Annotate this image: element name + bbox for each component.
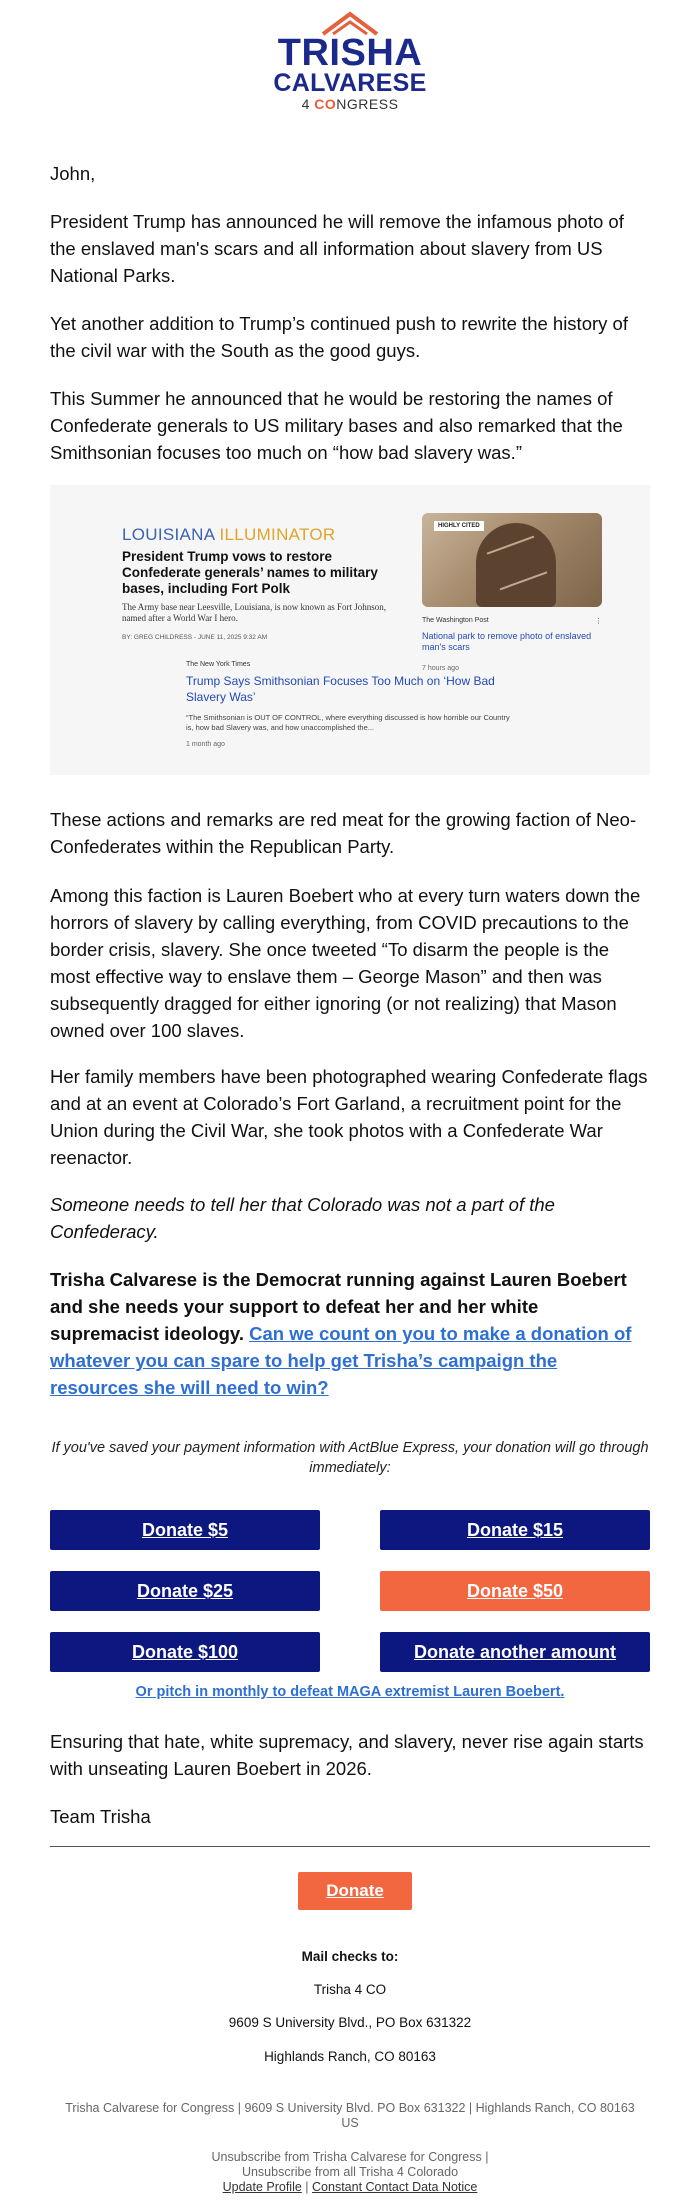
campaign-logo (0, 8, 700, 112)
footer-address: Trisha Calvarese for Congress | 9609 S University Blvd. PO Box 631322 | Highlands Ranch, CO 80163 US (65, 2101, 635, 2130)
donate-other-amount-button[interactable]: Donate another amount (380, 1632, 650, 1672)
more-options-icon: ⋮ (595, 618, 602, 625)
logo-name-last: CALVARESE (273, 69, 427, 97)
actblue-note: If you've saved your payment information with ActBlue Express, your donation will go through immediately: (51, 1440, 649, 1476)
highly-cited-badge: HIGHLY CITED (434, 521, 484, 531)
paragraph-6: Her family members have been photographed wearing Confederate flags and at an event at Colorado’s Fort Garland, a recruitment point for the Union during the Civil War, she took photos with a Confederate War reenactor. (50, 1066, 648, 1168)
article-headline: Trump Says Smithsonian Focuses Too Much on ‘How Bad Slavery Was’ (186, 674, 495, 704)
mail-heading: Mail checks to: (301, 1949, 399, 1964)
paragraph-2: Yet another addition to Trump’s continued push to rewrite the history of the civil war with the South as the good guys. (50, 313, 628, 361)
logo-sub-accent: CO (314, 96, 337, 112)
monthly-donation-link[interactable]: Or pitch in monthly to defeat MAGA extremist Lauren Boebert. (135, 1684, 565, 1700)
article-snippet: “The Smithsonian is OUT OF CONTROL, where everything discussed is how horrible our Country is, how bad Slavery was, and how unaccomplished the... (186, 713, 510, 732)
logo-name-first: TRISHA (277, 32, 423, 74)
news-collage-image (50, 485, 650, 775)
article-headline: National park to remove photo of enslaved man's scars (422, 631, 592, 652)
logo-sub-suffix: NGRESS (336, 96, 399, 112)
data-notice-link[interactable]: Constant Contact Data Notice (312, 2180, 478, 2194)
greeting: John, (50, 163, 96, 184)
article-louisiana-illuminator (122, 525, 392, 641)
article-meta: BY: GREG CHILDRESS - JUNE 11, 2025 9:32 AM (122, 634, 268, 641)
divider (50, 1846, 650, 1847)
mail-line-1: Trisha 4 CO (313, 1982, 387, 1997)
paragraph-5: Among this faction is Lauren Boebert who at every turn waters down the horrors of slavery by calling everything, from COVID precautions to the border crisis, slavery. She once tweeted “To disarm the people is the most effective way to enslave them – George Mason” and then was subsequently dragged for either ignoring (or not realizing) that Mason owned over 100 slaves. (50, 885, 641, 1041)
footer-separator: | (301, 2180, 313, 2194)
donate-button[interactable]: Donate (298, 1872, 412, 1910)
article-new-york-times (186, 661, 516, 748)
paragraph-8 (50, 1266, 650, 1401)
logo-sub-prefix: 4 (301, 96, 315, 112)
footer-unsubscribe (60, 2150, 640, 2195)
donation-ask-link[interactable]: Can we count on you to make a donation of whatever you can spare to help get Trisha’s campaign the resources she will need to win? (50, 1323, 632, 1398)
donate-5-button[interactable]: Donate $5 (50, 1510, 320, 1550)
paragraph-1: President Trump has announced he will remove the infamous photo of the enslaved man's scars and all information about slavery from US National Parks. (50, 211, 624, 286)
article-washington-post (422, 513, 602, 672)
paragraph-3: This Summer he announced that he would be restoring the names of Confederate generals to US military bases and also remarked that the Smithsonian focuses too much on “how bad slavery was.” (50, 388, 623, 463)
article-source (422, 617, 602, 625)
donate-100-button[interactable]: Donate $100 (50, 1632, 320, 1672)
article-time: 7 hours ago (422, 665, 459, 672)
paragraph-4: These actions and remarks are red meat for the growing faction of Neo-Confederates within the Republican Party. (50, 809, 637, 857)
paragraph-7: Someone needs to tell her that Colorado was not a part of the Confederacy. (50, 1194, 555, 1242)
article-photo (422, 513, 602, 607)
unsubscribe-all-link[interactable]: Unsubscribe from all Trisha 4 Colorado (241, 2165, 459, 2179)
donate-25-button[interactable]: Donate $25 (50, 1571, 320, 1611)
logo-subtitle (0, 96, 700, 112)
paragraph-9: Ensuring that hate, white supremacy, and slavery, never rise again starts with unseating Lauren Boebert in 2026. (50, 1731, 644, 1779)
mail-line-2: 9609 S University Blvd., PO Box 631322 (228, 2015, 472, 2030)
donate-15-button[interactable]: Donate $15 (380, 1510, 650, 1550)
article-brand (122, 525, 392, 545)
mail-line-3: Highlands Ranch, CO 80163 (264, 2049, 436, 2064)
article-headline: President Trump vows to restore Confederate generals’ names to military bases, including Fort Polk (122, 549, 378, 596)
update-profile-link[interactable]: Update Profile (222, 2180, 302, 2194)
brand-part-a: LOUISIANA (122, 525, 220, 544)
article-subhead: The Army base near Leesville, Louisiana, is now known as Fort Johnson, named after a World War I hero. (122, 602, 386, 623)
unsubscribe-link[interactable]: Unsubscribe from Trisha Calvarese for Congress | (211, 2150, 489, 2164)
article-time: 1 month ago (186, 741, 225, 748)
donate-50-button[interactable]: Donate $50 (380, 1571, 650, 1611)
article-source: The New York Times (186, 661, 251, 668)
brand-part-b: ILLUMINATOR (219, 525, 336, 544)
paragraph-8-bold: Trisha Calvarese is the Democrat running against Lauren Boebert and she needs your support to defeat her and her white supremacist ideology. (50, 1269, 627, 1344)
source-name: The Washington Post (422, 617, 489, 624)
signoff: Team Trisha (50, 1806, 151, 1827)
